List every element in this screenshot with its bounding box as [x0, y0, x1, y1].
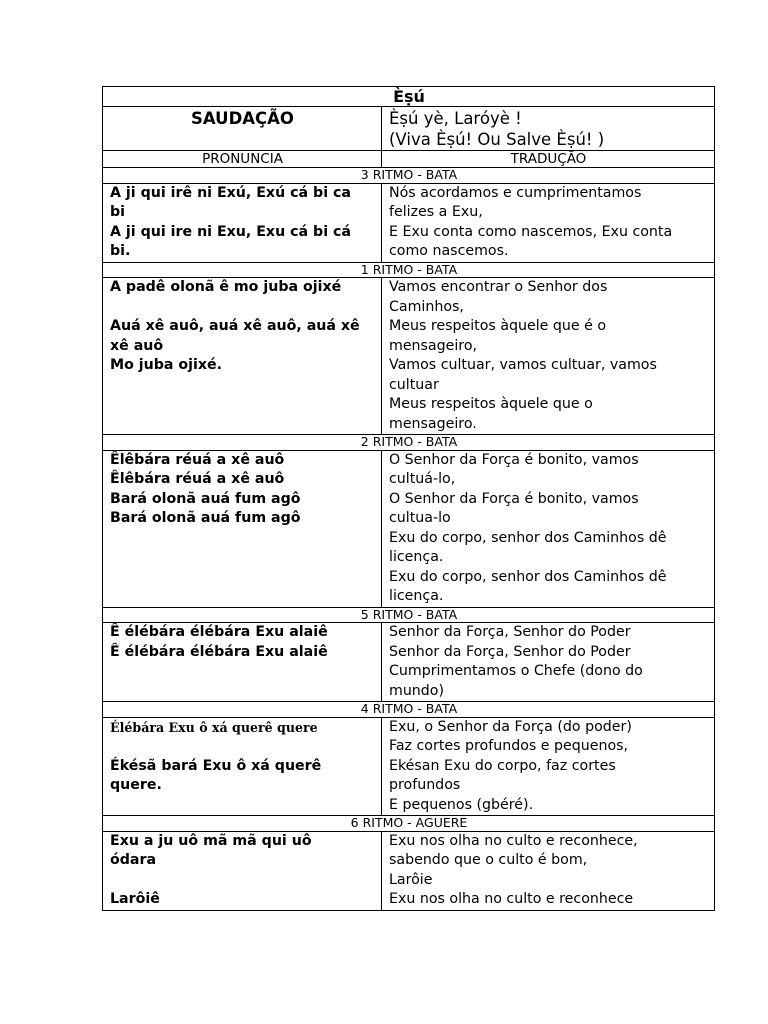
traducao-line: E Exu conta como nascemos, Exu conta	[389, 223, 673, 240]
traducao-cell	[382, 717, 715, 816]
pronuncia-line	[110, 298, 375, 318]
pronuncia-line: bi	[110, 204, 126, 220]
saudacao-line-1: Èṣú yè, Laróyè !	[389, 109, 522, 128]
verse-row	[103, 623, 715, 702]
traducao-cell	[382, 831, 715, 910]
traducao-line: Exu, o Senhor da Força (do poder)	[389, 718, 632, 735]
pronuncia-cell	[103, 623, 382, 702]
pronuncia-line: xê auô	[110, 337, 164, 354]
pronuncia-cell	[103, 450, 382, 607]
traducao-line: Vamos encontrar o Senhor dos	[389, 279, 608, 295]
traducao-line: mundo)	[389, 682, 445, 699]
traducao-cell	[382, 183, 715, 262]
traducao-cell	[382, 278, 715, 435]
traducao-line: felizes a Exu,	[389, 204, 483, 220]
page-title: Èṣú	[103, 87, 715, 107]
traducao-line: Meus respeitos àquele que é o	[389, 318, 607, 334]
title-row	[103, 87, 715, 107]
pronuncia-line: A ji qui ire ni Exu, Exu cá bi cá	[110, 223, 351, 240]
ritmo-row	[103, 607, 715, 623]
pronuncia-cell	[103, 278, 382, 435]
pronuncia-line: Ê élébára élébára Exu alaiê	[110, 624, 328, 640]
sections-body	[103, 168, 715, 911]
header-pronuncia: PRONUNCIA	[103, 151, 382, 168]
traducao-line: Exu nos olha no culto e reconhece,	[389, 832, 638, 849]
traducao-line: cultuar	[389, 376, 439, 393]
traducao-line: Ekésan Exu do corpo, faz cortes	[389, 757, 616, 774]
ritmo-row	[103, 702, 715, 718]
pronuncia-cell	[103, 183, 382, 262]
pronuncia-line: Exu a ju uô mã mã qui uô	[110, 832, 312, 849]
traducao-line: Exu nos olha no culto e reconhece	[389, 891, 634, 907]
pronuncia-line: Bará olonã auá fum agô	[110, 510, 301, 526]
saudacao-row	[103, 107, 715, 151]
traducao-line: licença.	[389, 588, 444, 604]
song-table	[102, 86, 715, 911]
traducao-line: Larôie	[389, 871, 433, 888]
ritmo-label: 1 RITMO - BATA	[103, 262, 715, 278]
verse-row	[103, 831, 715, 910]
traducao-line: Exu do corpo, senhor dos Caminhos dê	[389, 568, 667, 585]
pronuncia-line: Élébára Exu ô xá querê quere	[110, 719, 318, 735]
pronuncia-line: Larôiê	[110, 891, 160, 907]
ritmo-label: 2 RITMO - BATA	[103, 435, 715, 451]
verse-row	[103, 717, 715, 816]
traducao-cell	[382, 623, 715, 702]
pronuncia-cell	[103, 717, 382, 816]
traducao-line: E pequenos (gbéré).	[389, 796, 534, 813]
verse-row	[103, 183, 715, 262]
ritmo-row	[103, 262, 715, 278]
traducao-line: Faz cortes profundos e pequenos,	[389, 738, 629, 754]
pronuncia-line	[110, 737, 375, 757]
verse-row	[103, 278, 715, 435]
pronuncia-line: Êlêbára réuá a xê auô	[110, 451, 285, 468]
ritmo-label: 3 RITMO - BATA	[103, 168, 715, 184]
pronuncia-line: A ji qui irê ni Exú, Exú cá bi ca	[110, 184, 351, 201]
traducao-line: Nós acordamos e cumprimentamos	[389, 184, 642, 201]
traducao-line: O Senhor da Força é bonito, vamos	[389, 490, 639, 507]
traducao-line: mensageiro.	[389, 415, 477, 432]
ritmo-row	[103, 816, 715, 832]
traducao-line: cultua-lo	[389, 510, 451, 526]
traducao-line: sabendo que o culto é bom,	[389, 852, 588, 868]
traducao-line: Senhor da Força, Senhor do Poder	[389, 643, 631, 660]
pronuncia-cell	[103, 831, 382, 910]
traducao-line: Cumprimentamos o Chefe (dono do	[389, 663, 643, 679]
ritmo-label: 6 RITMO - AGUERE	[103, 816, 715, 832]
traducao-line: como nascemos.	[389, 243, 509, 259]
verse-row	[103, 450, 715, 607]
pronuncia-line: Mo juba ojixé.	[110, 357, 223, 373]
traducao-line: mensageiro,	[389, 337, 478, 354]
saudacao-label: SAUDAÇÃO	[103, 107, 382, 151]
traducao-line: licença.	[389, 549, 444, 565]
traducao-line: Senhor da Força, Senhor do Poder	[389, 624, 631, 640]
traducao-line: Meus respeitos àquele que o	[389, 396, 593, 412]
ritmo-label: 4 RITMO - BATA	[103, 702, 715, 718]
pronuncia-line: A padê olonã ê mo juba ojixé	[110, 279, 342, 295]
pronuncia-line: Ékésã bará Exu ô xá querê	[110, 757, 322, 774]
pronuncia-line: Auá xê auô, auá xê auô, auá xê	[110, 318, 360, 334]
traducao-line: O Senhor da Força é bonito, vamos	[389, 451, 639, 468]
ritmo-row	[103, 168, 715, 184]
pronuncia-line: Êlêbára réuá a xê auô	[110, 471, 285, 487]
pronuncia-line: quere.	[110, 777, 162, 793]
pronuncia-line: bi.	[110, 243, 131, 259]
saudacao-line-2: (Viva Èṣú! Ou Salve Èṣú! )	[389, 130, 605, 149]
traducao-line: Exu do corpo, senhor dos Caminhos dê	[389, 529, 667, 546]
traducao-cell	[382, 450, 715, 607]
pronuncia-line: Ê élébára élébára Exu alaiê	[110, 643, 328, 660]
traducao-line: cultuá-lo,	[389, 471, 456, 487]
traducao-line: Vamos cultuar, vamos cultuar, vamos	[389, 357, 657, 373]
traducao-line: profundos	[389, 777, 461, 793]
pronuncia-line: ódara	[110, 852, 157, 868]
header-traducao: TRADUÇÃO	[382, 151, 715, 168]
ritmo-label: 5 RITMO - BATA	[103, 607, 715, 623]
ritmo-row	[103, 435, 715, 451]
pronuncia-line	[110, 871, 375, 891]
pronuncia-line: Bará olonã auá fum agô	[110, 490, 301, 507]
saudacao-text	[382, 107, 715, 151]
column-header-row	[103, 151, 715, 168]
traducao-line: Caminhos,	[389, 298, 464, 315]
